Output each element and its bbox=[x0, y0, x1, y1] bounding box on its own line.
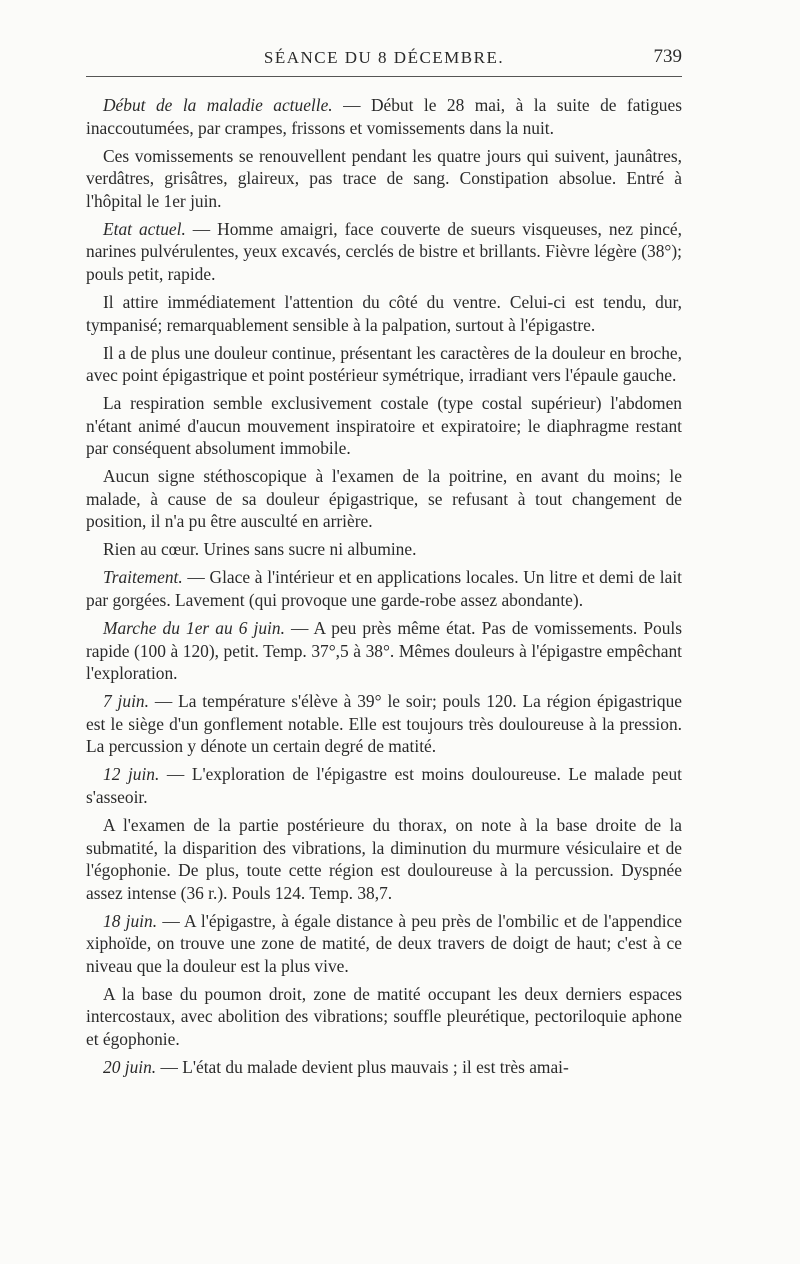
page-body bbox=[86, 94, 682, 1084]
paragraph: Etat actuel. — Homme amaigri, face couverte de sueurs visqueuses, nez pincé, narines pulvérulentes, yeux excavés, cerclés de bistre et brillants. Fièvre légère (38°); pouls petit, rapide. bbox=[86, 218, 682, 284]
paragraph: 20 juin. — L'état du malade devient plus mauvais ; il est très amai- bbox=[103, 1057, 569, 1078]
paragraph: Rien au cœur. Urines sans sucre ni albumine. bbox=[103, 539, 417, 560]
running-head: SÉANCE DU 8 DÉCEMBRE. bbox=[263, 48, 505, 67]
paragraph: A la base du poumon droit, zone de matité occupant les deux derniers espaces intercostaux, avec abolition des vibrations; souffle pleurétique, pectoriloquie aphone et égophonie. bbox=[86, 983, 682, 1050]
paragraph: La respiration semble exclusivement costale (type costal supérieur) l'abdomen n'étant animé d'aucun mouvement inspiratoire et expiratoire; le diaphragme restant par conséquent absolument immobile. bbox=[86, 393, 682, 459]
page-number: 739 bbox=[653, 46, 682, 67]
paragraph: Marche du 1er au 6 juin. — A peu près même état. Pas de vomissements. Pouls rapide (100 à 120), petit. Temp. 37°,5 à 38°. Mêmes douleurs à l'épigastre empêchant l'exploration. bbox=[86, 617, 682, 684]
paragraph: 18 juin. — A l'épigastre, à égale distance à peu près de l'ombilic et de l'appendice xiphoïde, on trouve une zone de matité, de deux travers de doigt de haut; c'est à ce niveau que la douleur est la plus vive. bbox=[86, 910, 682, 976]
paragraph: Il a de plus une douleur continue, présentant les caractères de la douleur en broche, avec point épigastrique et point postérieur symétrique, irradiant vers l'épaule gauche. bbox=[86, 342, 682, 386]
page-header bbox=[86, 46, 682, 77]
paragraph: Début de la maladie actuelle. — Début le 28 mai, à la suite de fatigues inaccoutumées, par crampes, frissons et vomissements dans la nuit. bbox=[86, 95, 682, 138]
paragraph: Aucun signe stéthoscopique à l'examen de la poitrine, en avant du moins; le malade, à cause de sa douleur épigastrique, se refusant à tout changement de position, il n'a pu être ausculté en arrière. bbox=[86, 466, 682, 532]
paragraph: Traitement. — Glace à l'intérieur et en applications locales. Un litre et demi de lait par gorgées. Lavement (qui provoque une garde-robe assez abondante). bbox=[86, 567, 682, 610]
paragraph: Il attire immédiatement l'attention du côté du ventre. Celui-ci est tendu, dur, tympanisé; remarquablement sensible à la palpation, surtout à l'épigastre. bbox=[86, 291, 682, 335]
paragraph: Ces vomissements se renouvellent pendant les quatre jours qui suivent, jaunâtres, verdâtres, grisâtres, glaireux, pas trace de sang. Constipation absolue. Entré à l'hôpital le 1er juin. bbox=[86, 145, 682, 211]
paragraph: A l'examen de la partie postérieure du thorax, on note à la base droite de la submatité, la disparition des vibrations, la diminution du murmure vésiculaire et de l'égophonie. De plus, toute cette région est douloureuse à la percussion. Dyspnée assez intense (36 r.). Pouls 124. Temp. 38,7. bbox=[86, 814, 682, 903]
paragraph: 12 juin. — L'exploration de l'épigastre est moins douloureuse. Le malade peut s'asseoir. bbox=[86, 764, 682, 807]
paragraph: 7 juin. — La température s'élève à 39° le soir; pouls 120. La région épigastrique est le siège d'un gonflement notable. Elle est toujours très douloureuse à la pression. La percussion y dénote un certain degré de matité. bbox=[86, 691, 682, 757]
